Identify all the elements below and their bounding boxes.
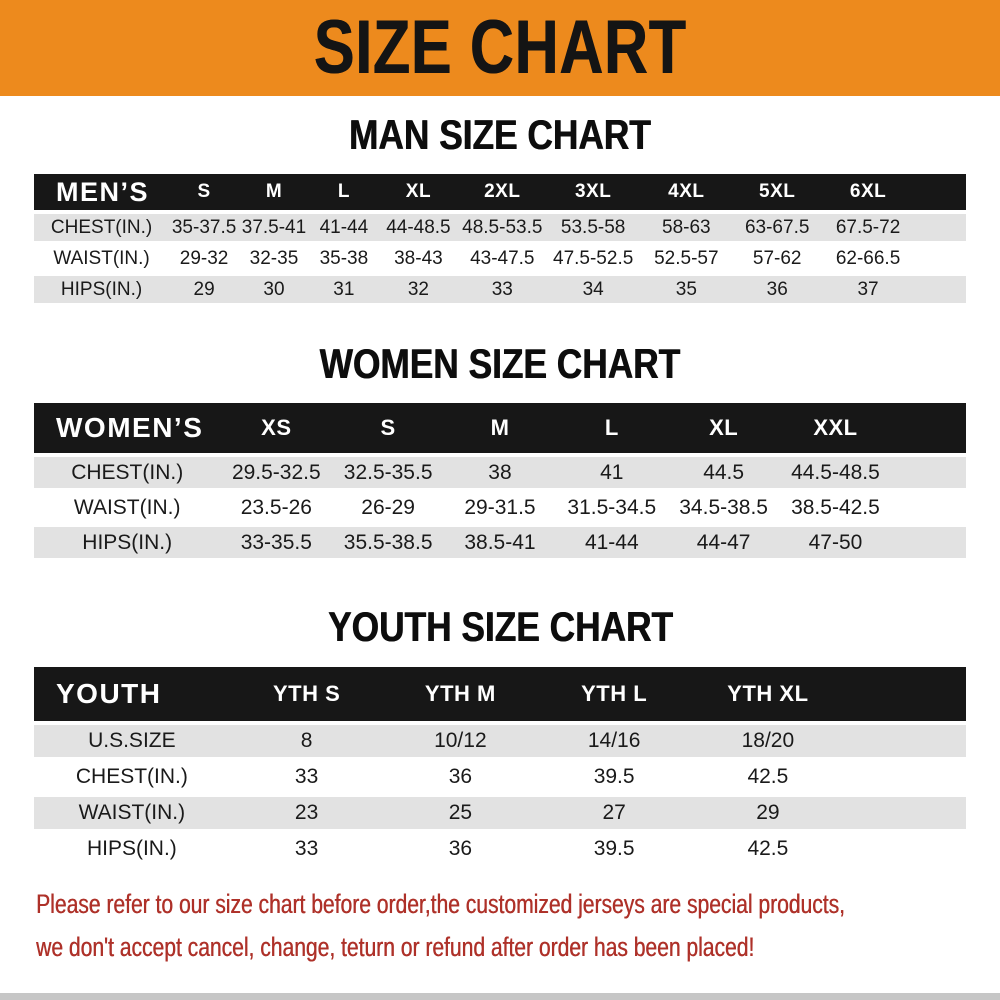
size-cell: 38 [444,457,556,488]
size-cell: 42.5 [691,833,845,865]
size-cell: 29 [691,797,845,829]
size-cell: 31.5-34.5 [556,492,668,523]
size-cell: 52.5-57 [640,245,733,272]
size-cell: 38.5-41 [444,527,556,558]
column-header-3xl: 3XL [547,174,640,210]
size-cell: 37 [821,276,914,303]
column-header-l: L [309,174,379,210]
header-spacer-cell [915,174,966,210]
table-row-waist-in [34,492,966,523]
size-cell: 53.5-58 [547,214,640,241]
notice-line [36,928,1000,971]
size-cell: 36 [733,276,822,303]
size-cell: 35 [640,276,733,303]
table-row-waist-in [34,797,966,829]
section-heading-text: MAN SIZE CHART [349,111,651,158]
column-header-xxl: XXL [780,403,892,453]
size-cell: 41 [556,457,668,488]
size-cell: 31 [309,276,379,303]
table-group-label: YOUTH [34,667,230,721]
size-cell: 47-50 [780,527,892,558]
row-label: WAIST(IN.) [34,245,169,272]
size-cell: 34.5-38.5 [668,492,780,523]
column-header-xl: XL [668,403,780,453]
size-cell: 34 [547,276,640,303]
size-cell: 35.5-38.5 [332,527,444,558]
row-label: HIPS(IN.) [34,276,169,303]
size-cell: 44-48.5 [379,214,458,241]
size-cell: 57-62 [733,245,822,272]
size-cell: 35-37.5 [169,214,239,241]
bottom-edge-strip [0,993,1000,1000]
notice-text-line-2: we don't accept cancel, change, teturn or refund after order has been placed! [36,931,755,962]
size-cell: 58-63 [640,214,733,241]
size-cell: 29-31.5 [444,492,556,523]
table-group-label: MEN’S [34,174,169,210]
row-label: WAIST(IN.) [34,492,220,523]
size-cell: 43-47.5 [458,245,547,272]
notice-text-line-1: Please refer to our size chart before order,the customized jerseys are special products, [36,888,845,919]
table-row-hips-in [34,527,966,558]
banner-title: SIZE CHART [313,5,687,90]
size-cell: 14/16 [537,725,691,757]
column-header-xs: XS [220,403,332,453]
man-size-chart-section [0,112,1000,307]
column-header-yth-l: YTH L [537,667,691,721]
size-cell: 44.5-48.5 [780,457,892,488]
size-cell: 44-47 [668,527,780,558]
size-cell: 25 [383,797,537,829]
column-header-2xl: 2XL [458,174,547,210]
size-cell: 18/20 [691,725,845,757]
column-header-4xl: 4XL [640,174,733,210]
table-row-chest-in [34,214,966,241]
row-label: HIPS(IN.) [34,527,220,558]
table-group-label: WOMEN’S [34,403,220,453]
row-spacer-cell [891,457,966,488]
row-spacer-cell [845,725,966,757]
size-cell: 63-67.5 [733,214,822,241]
size-cell: 47.5-52.5 [547,245,640,272]
size-cell: 33 [230,761,384,793]
section-heading [0,112,1000,158]
column-header-yth-s: YTH S [230,667,384,721]
size-cell: 33-35.5 [220,527,332,558]
row-spacer-cell [845,833,966,865]
notice-line [36,885,1000,928]
row-label: CHEST(IN.) [34,214,169,241]
column-header-6xl: 6XL [821,174,914,210]
size-cell: 37.5-41 [239,214,309,241]
column-header-m: M [444,403,556,453]
size-cell: 42.5 [691,761,845,793]
size-cell: 29.5-32.5 [220,457,332,488]
table-row-u-s-size [34,725,966,757]
size-cell: 8 [230,725,384,757]
header-spacer-cell [845,667,966,721]
youth-size-table [34,663,966,869]
size-cell: 35-38 [309,245,379,272]
row-spacer-cell [845,761,966,793]
row-spacer-cell [891,492,966,523]
section-heading [0,604,1000,650]
size-cell: 36 [383,833,537,865]
size-cell: 38.5-42.5 [780,492,892,523]
row-label: CHEST(IN.) [34,761,230,793]
row-spacer-cell [915,276,966,303]
women-size-chart-section [0,341,1000,562]
table-row-hips-in [34,833,966,865]
table-row-chest-in [34,457,966,488]
header-spacer-cell [891,403,966,453]
size-cell: 10/12 [383,725,537,757]
row-spacer-cell [915,245,966,272]
size-cell: 39.5 [537,761,691,793]
section-heading-text: WOMEN SIZE CHART [319,340,681,388]
column-header-5xl: 5XL [733,174,822,210]
column-header-m: M [239,174,309,210]
row-spacer-cell [915,214,966,241]
size-cell: 27 [537,797,691,829]
youth-size-chart-section [0,604,1000,868]
size-cell: 33 [230,833,384,865]
column-header-yth-xl: YTH XL [691,667,845,721]
size-cell: 29-32 [169,245,239,272]
size-cell: 67.5-72 [821,214,914,241]
column-header-s: S [332,403,444,453]
row-spacer-cell [891,527,966,558]
column-header-yth-m: YTH M [383,667,537,721]
size-cell: 62-66.5 [821,245,914,272]
size-cell: 44.5 [668,457,780,488]
size-cell: 32-35 [239,245,309,272]
table-row-waist-in [34,245,966,272]
size-cell: 32.5-35.5 [332,457,444,488]
table-header-row [34,174,966,210]
men-s-size-table [34,170,966,307]
section-heading-text: YOUTH SIZE CHART [327,603,673,651]
size-cell: 48.5-53.5 [458,214,547,241]
order-notice [0,885,1000,971]
row-label: WAIST(IN.) [34,797,230,829]
size-cell: 32 [379,276,458,303]
row-label: U.S.SIZE [34,725,230,757]
column-header-l: L [556,403,668,453]
column-header-xl: XL [379,174,458,210]
table-row-chest-in [34,761,966,793]
row-spacer-cell [845,797,966,829]
size-cell: 41-44 [556,527,668,558]
size-cell: 36 [383,761,537,793]
banner [0,0,1000,96]
women-s-size-table [34,399,966,562]
size-cell: 29 [169,276,239,303]
table-row-hips-in [34,276,966,303]
table-header-row [34,403,966,453]
column-header-s: S [169,174,239,210]
size-cell: 33 [458,276,547,303]
size-cell: 41-44 [309,214,379,241]
size-cell: 39.5 [537,833,691,865]
table-header-row [34,667,966,721]
section-heading [0,341,1000,387]
size-cell: 23 [230,797,384,829]
size-cell: 30 [239,276,309,303]
row-label: HIPS(IN.) [34,833,230,865]
size-cell: 26-29 [332,492,444,523]
size-cell: 23.5-26 [220,492,332,523]
size-cell: 38-43 [379,245,458,272]
row-label: CHEST(IN.) [34,457,220,488]
size-chart-sections [0,112,1000,869]
